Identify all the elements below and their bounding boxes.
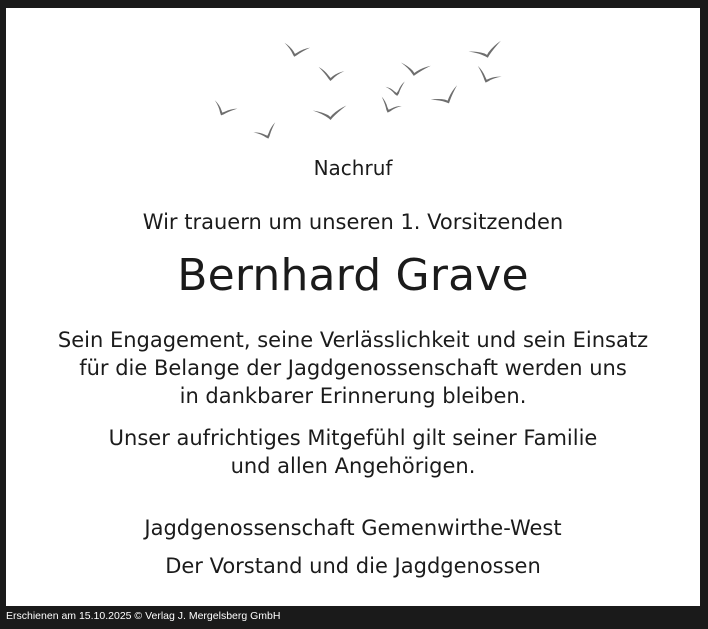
signature-organization: Jagdgenossenschaft Gemenwirthe-West — [144, 516, 562, 540]
publication-footer: Erschienen am 15.10.2025 © Verlag J. Mergelsberg GmbH — [6, 610, 281, 622]
condolence-line: und allen Angehörigen. — [230, 454, 476, 478]
bird-icon — [385, 81, 407, 97]
tribute-line: Sein Engagement, seine Verlässlichkeit und sein Einsatz — [57, 328, 649, 352]
bird-icon — [313, 106, 348, 122]
bird-icon — [377, 97, 402, 117]
bird-icon — [253, 122, 280, 142]
bird-icon — [468, 41, 504, 62]
bird-icon — [210, 98, 237, 120]
bird-icon — [317, 67, 344, 82]
condolence-line: Unser aufrichtiges Mitgefühl gilt seiner Familie — [108, 426, 598, 450]
signature-board: Der Vorstand und die Jagdgenossen — [165, 554, 541, 578]
notice-heading: Nachruf — [313, 156, 393, 180]
intro-line: Wir trauern um unseren 1. Vorsitzenden — [142, 210, 564, 234]
bird-icon — [430, 85, 463, 109]
condolence-text — [6, 424, 700, 480]
bird-icon — [282, 41, 310, 60]
deceased-name: Bernhard Grave — [177, 250, 529, 301]
tribute-line: in dankbarer Erinnerung bleiben. — [179, 384, 527, 408]
flying-birds-icon — [6, 8, 700, 158]
tribute-line: für die Belange der Jagdgenossenschaft werden uns — [79, 356, 627, 380]
bird-flock — [210, 41, 504, 143]
bird-icon — [399, 60, 431, 78]
obituary-card — [6, 8, 700, 606]
tribute-text — [6, 326, 700, 410]
bird-icon — [473, 66, 502, 87]
